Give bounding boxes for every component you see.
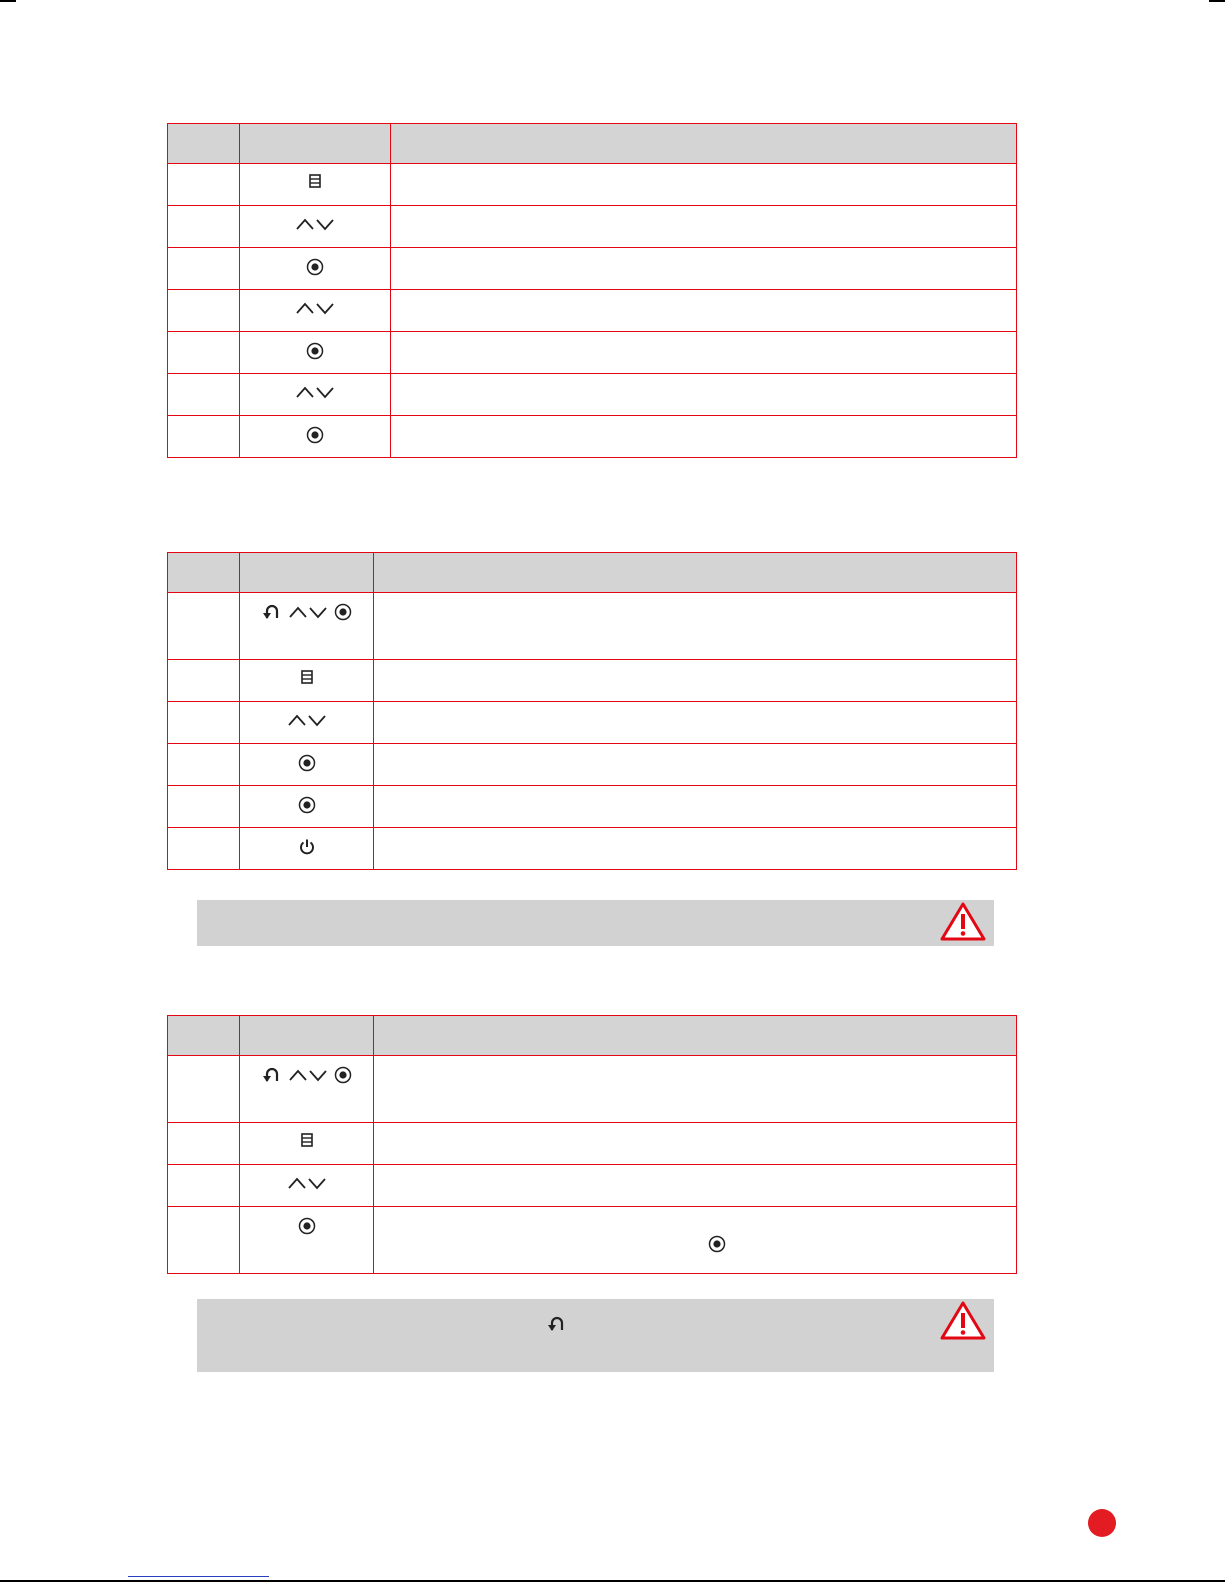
up-down-icon [287,712,327,728]
power-icon [298,838,316,856]
header-cell-key [240,553,374,593]
footer-rule [0,1580,1225,1582]
crop-mark-top-left [0,0,16,2]
table-row [168,786,1017,828]
warning-note [197,900,994,946]
menu-icon [300,670,314,684]
ok-icon [306,426,324,444]
up-down-icon [288,604,328,620]
table-row [168,744,1017,786]
up-down-icon [288,1067,328,1083]
table-row [168,206,1017,248]
header-cell-action [374,1016,1017,1056]
menu-icon [300,1133,314,1147]
header-cell-step [168,1016,240,1056]
ok-icon [298,754,316,772]
table-row [168,593,1017,660]
ok-icon [708,1235,726,1253]
up-down-icon [287,1175,327,1191]
back-icon [547,1315,567,1333]
ok-icon [298,1217,316,1235]
header-cell-step [168,553,240,593]
table-header [168,124,1017,164]
ok-icon [306,342,324,360]
ok-icon [306,258,324,276]
table-header [168,1016,1017,1056]
header-cell-key [240,1016,374,1056]
table-2 [167,552,1017,870]
table-row [168,1207,1017,1274]
table-row [168,1056,1017,1123]
ok-icon [334,1066,352,1084]
table-row [168,374,1017,416]
header-cell-action [391,124,1017,164]
ok-icon [334,603,352,621]
table-row [168,1165,1017,1207]
header-cell-key [240,124,391,164]
header-cell-action [374,553,1017,593]
table-row [168,1123,1017,1165]
table-row [168,660,1017,702]
warning-icon [940,902,986,942]
table-3 [167,1015,1017,1274]
up-down-icon [295,216,335,232]
back-icon [262,1066,282,1084]
table-row [168,164,1017,206]
table-row [168,290,1017,332]
table-row [168,828,1017,870]
ok-icon [298,796,316,814]
table-row [168,248,1017,290]
warning-note [197,1299,994,1372]
table-1 [167,123,1017,458]
header-cell-step [168,124,240,164]
up-down-icon [295,300,335,316]
table-row [168,332,1017,374]
up-down-icon [295,384,335,400]
crop-mark-top-right [1209,0,1225,2]
page-marker-dot [1088,1509,1116,1537]
warning-icon [940,1301,986,1341]
back-icon [262,603,282,621]
menu-icon [308,174,322,188]
table-row [168,702,1017,744]
footer-link-underline [128,1576,269,1577]
table-row [168,416,1017,458]
table-header [168,553,1017,593]
